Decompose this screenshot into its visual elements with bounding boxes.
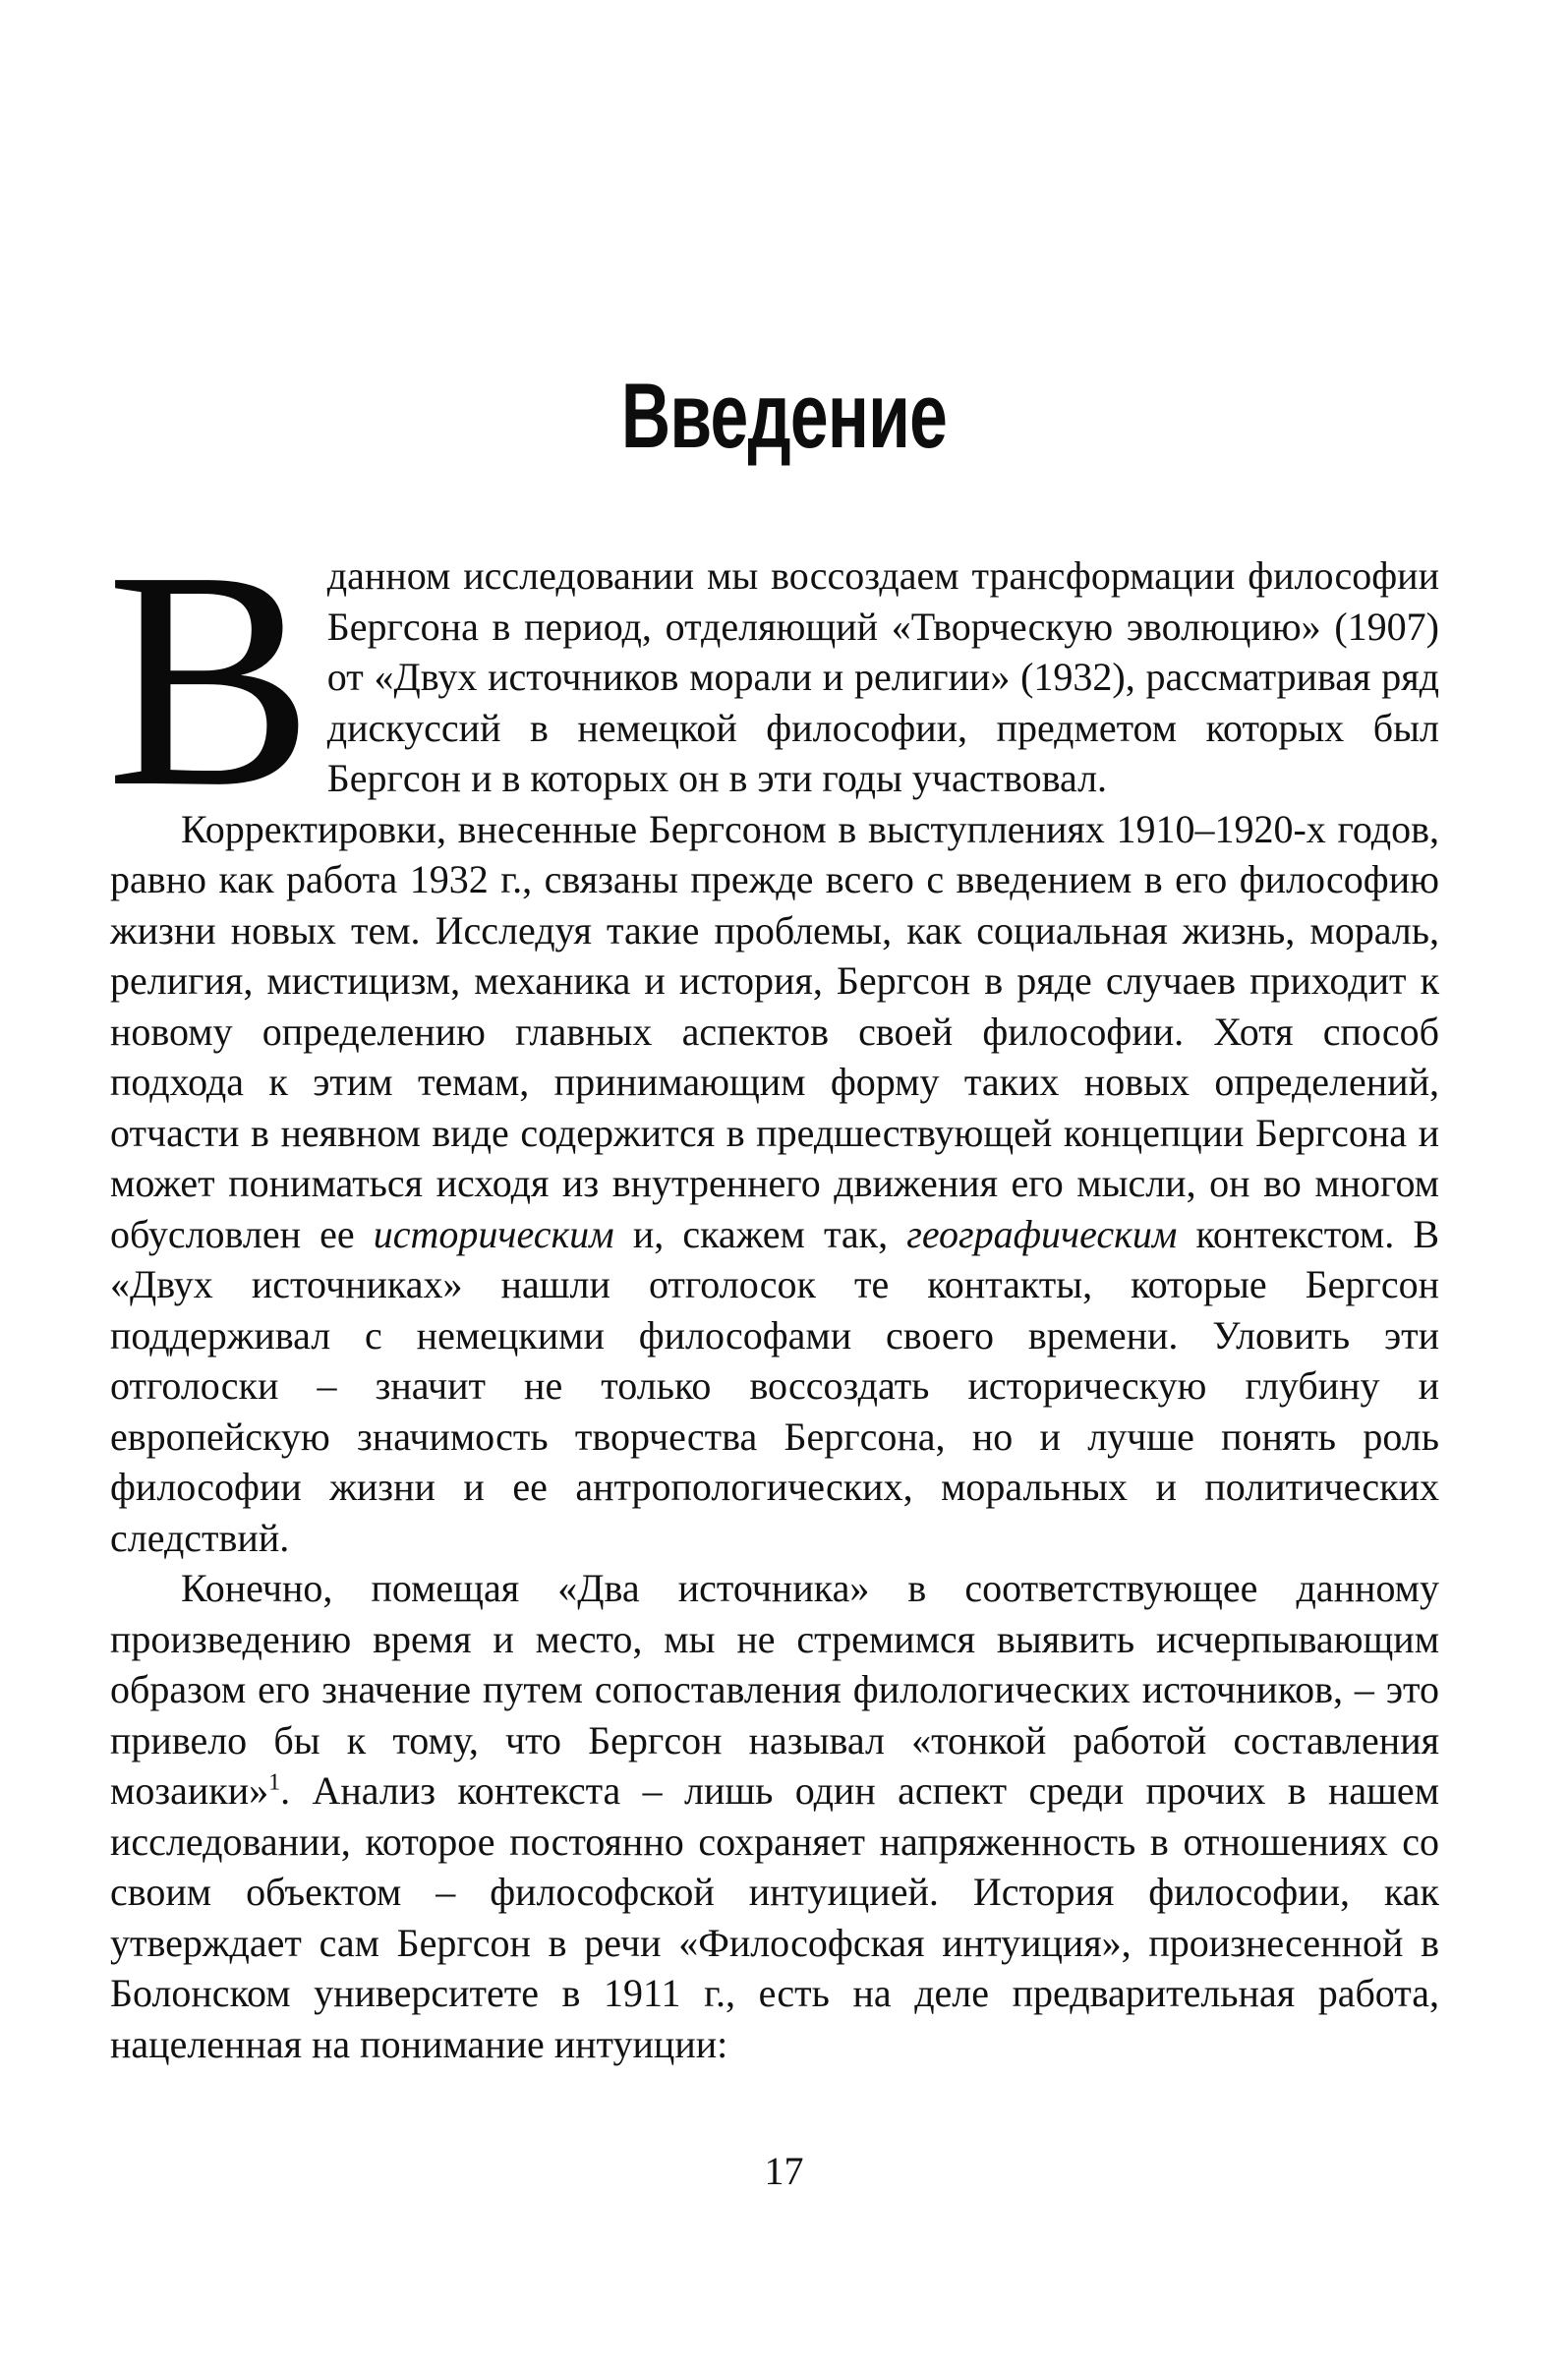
paragraph-2-text-a: Корректировки, внесенные Бергсоном в выступлениях 1910–1920-х годов, равно как работа 1932 г., связаны прежде всего с введением в его философию жизни новых тем. Исследуя такие проблемы, как социальная жизнь, мораль, религия, мистицизм, механика и история, Бергсон в ряде случаев приходит к новому определению главных аспектов своей философии. Хотя способ подхода к этим темам, принимающим форму таких новых определений, отчасти в неявном виде содержится в предшествующей концепции Бергсона и может пониматься исходя из внутреннего движения его мысли, он во многом обусловлен ее <box>110 806 1439 1256</box>
paragraph-3-text-a: Конечно, помещая «Два источника» в соответствующее данному произведению время и место, мы не стремимся выявить исчерпывающим образом его значение путем сопоставления филологических источников, – это привело бы к тому, что Бергсон называл «тонкой работой составления мозаики» <box>110 1566 1439 1813</box>
paragraph-1-text: данном исследовании мы воссоздаем трансформации философии Бергсона в период, отделяющий «Творческую эволюцию» (1907) от «Двух источников морали и религии» (1932), рассматривая ряд дискуссий в немецкой философии, предметом которых был Бергсон и в которых он в эти годы участвовал. <box>326 553 1439 800</box>
emphasis-geographical: географическим <box>906 1211 1178 1256</box>
paragraph-3-text-b: . Анализ контекста – лишь один аспект среди прочих в нашем исследовании, которое постоянно сохраняет напряженность в отношениях со своим объектом – философской интуицией. История философии, как утверждает сам Бергсон в речи «Философская интуиция», произнесенной в Болонском университете в 1911 г., есть на деле предварительная работа, нацеленная на понимание интуиции: <box>110 1768 1439 2066</box>
footnote-reference[interactable]: 1 <box>268 1769 281 1796</box>
paragraph-3 <box>110 1563 1439 2069</box>
emphasis-historical: историческим <box>373 1211 614 1256</box>
body-text <box>106 507 1439 2069</box>
page-number: 17 <box>764 2149 804 2193</box>
paragraph-2-text-b: и, скажем так, <box>613 1211 907 1256</box>
drop-cap-letter: В <box>106 507 314 851</box>
chapter-title: Введение <box>620 364 948 467</box>
paragraph-2 <box>110 804 1439 1564</box>
paragraph-1 <box>106 507 1439 851</box>
paragraph-2-text-c: контекстом. В «Двух источниках» нашли отголосок те контакты, которые Бергсон поддерживал с немецкими философами своего времени. Уловить эти отголоски – значит не только воссоздать историческую глубину и европейскую значимость творчества Бергсона, но и лучше понять роль философии жизни и ее антропологических, моральных и политических следствий. <box>110 1211 1439 1560</box>
